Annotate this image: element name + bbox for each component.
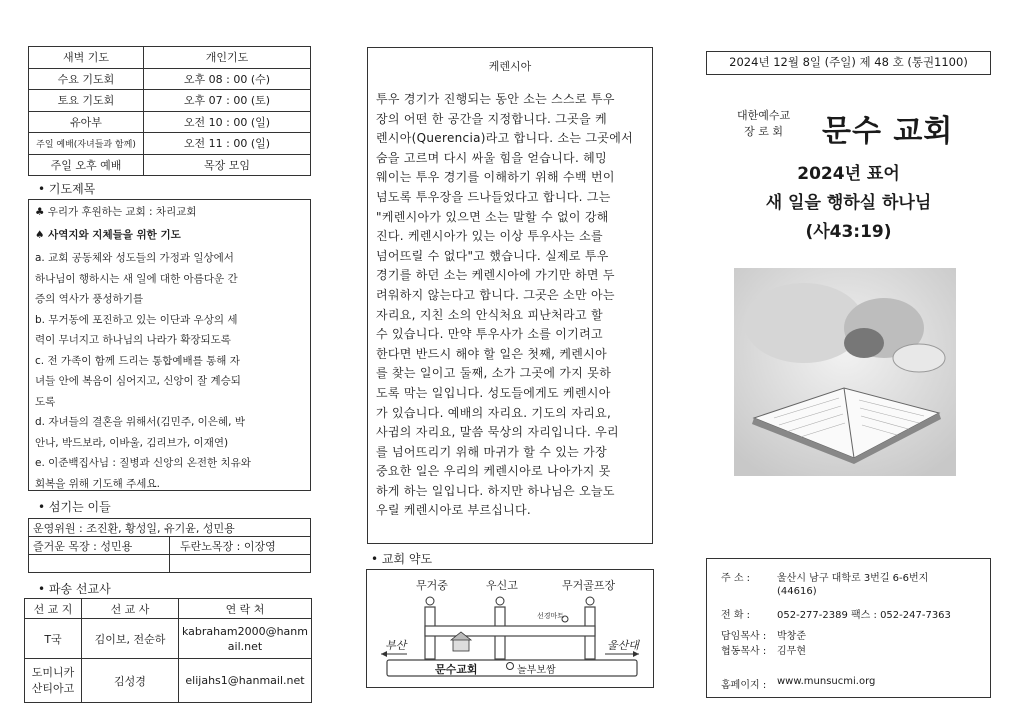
article-box	[367, 47, 653, 544]
prayer-line: 회복을 위해 기도해 주세요.	[35, 477, 160, 490]
article-line: "케렌시아가 있으면 소는 말할 수 없이 강해	[376, 209, 609, 224]
schedule-service: 새벽 기도	[29, 47, 144, 69]
article-line: 를 넘어뜨리기 위해 마귀가 할 수 있는 가장	[376, 444, 607, 459]
mission-contact: elijahs1@hanmail.net	[179, 659, 312, 703]
schedule-row	[29, 47, 311, 69]
homepage-label: 홈페이지 :	[721, 680, 767, 691]
prayer-heading: • 기도제목	[38, 182, 96, 196]
schedule-row	[29, 133, 311, 155]
pastor: 박창준	[777, 631, 806, 642]
map-label-mugeojung: 무거중	[416, 579, 448, 592]
prayer-line: 도록	[35, 395, 56, 408]
phone: 052-277-2389 팩스 : 052-247-7363	[777, 610, 951, 621]
phone-label: 전 화 :	[721, 610, 751, 621]
schedule-service: 주일 예배(자녀들과 함께)	[29, 133, 144, 155]
article-line: 하게 하는 일입니다. 하지만 하나님은 오늘도	[376, 483, 615, 498]
schedule-service: 토요 기도회	[29, 90, 144, 112]
motto: 2024년 표어 새 일을 행하실 하나님 (사43:19)	[765, 164, 932, 242]
prayer-line: a. 교회 공동체와 성도들의 가정과 일상에서	[35, 252, 234, 264]
schedule-row	[29, 90, 311, 112]
article-line: 렌시아(Querencia)라고 합니다. 소는 그곳에서	[376, 131, 633, 146]
article-line: 투우 경기가 진행되는 동안 소는 스스로 투우	[376, 92, 615, 106]
article-line: 를 찾는 일이고 둘째, 소가 그곳에 가지 못하	[376, 366, 612, 381]
copastor: 김무현	[777, 646, 806, 657]
address: 울산시 남구 대학로 3번길 6-6번지	[777, 573, 929, 584]
mission-header-place: 선 교 지	[25, 599, 82, 619]
pastor-label: 담임목사 :	[721, 631, 767, 642]
article-line: 도록 막는 일입니다. 성도들에게도 케렌시아	[376, 385, 611, 400]
article-line: 숨을 고르며 다시 싸울 힘을 얻습니다. 헤밍	[376, 150, 607, 165]
map-label-ssam: 놀부보쌈	[517, 665, 556, 676]
map-label-church: 문수교회	[435, 663, 478, 676]
prayer-line: e. 이준백집사님 : 질병과 신앙의 온전한 치유와	[35, 457, 251, 469]
schedule-service: 주일 오후 예배	[29, 154, 144, 176]
article-line: 자리요, 지친 소의 안식처요 피난처라고 할	[376, 307, 603, 322]
homepage-link[interactable]: www.munsucmi.org	[777, 676, 876, 687]
article-line: 웨이는 투우 경기를 이해하기 위해 수백 번이	[376, 170, 615, 185]
service-schedule-table	[28, 46, 311, 176]
article-line: 넘어뜨릴 수 없다"고 했습니다. 실제로 투우	[376, 248, 609, 263]
article-body	[376, 90, 644, 521]
contact-box	[706, 558, 991, 698]
prayer-line: c. 전 가족이 함께 드리는 통합예배를 통해 자	[35, 354, 240, 367]
mission-header-contact: 연 락 처	[179, 599, 312, 619]
mission-name: 김이보, 전순하	[82, 619, 179, 659]
schedule-time: 오전 11 : 00 (일)	[144, 133, 311, 155]
servers-table	[28, 518, 311, 573]
article-line: 사귐의 자리요, 말씀 묵상의 자리입니다. 우리	[376, 425, 619, 440]
prayer-box	[28, 199, 311, 491]
mission-contact: kabraham2000@hanm ail.net	[179, 619, 312, 659]
copastor-label: 협동목사 :	[721, 646, 767, 657]
committee: 운영위원 : 조진환, 황성일, 유기윤, 성민용	[29, 519, 311, 537]
schedule-time: 오전 10 : 00 (일)	[144, 111, 311, 133]
schedule-time: 목장 모임	[144, 154, 311, 176]
article-line: 려워하지 않는다고 합니다. 그곳은 소만 아는	[376, 287, 615, 302]
denomination: 대한예수교 장 로 회	[737, 109, 791, 138]
schedule-service: 수요 기도회	[29, 68, 144, 90]
article-line: 넘도록 투우장을 드나들었다고 합니다. 그는	[376, 189, 611, 204]
article-line: 한다면 반드시 해야 할 일은 첫째, 케렌시아	[376, 346, 607, 361]
schedule-row	[29, 154, 311, 176]
prayer-subheading: ♠ 사역지와 지체들을 위한 기도	[35, 229, 181, 241]
article-line: 가 있습니다. 예배의 자리요. 기도의 자리요,	[376, 405, 612, 420]
map-label-mart: 선경마트	[537, 612, 565, 620]
servers-heading: • 섬기는 이들	[38, 500, 111, 514]
article-title: 케렌시아	[488, 60, 532, 73]
church-name: 문수 교회	[822, 114, 954, 149]
prayer-line: 력이 무너지고 하나님의 나라가 확장되도록	[35, 334, 231, 346]
schedule-service: 유아부	[29, 111, 144, 133]
prayer-list	[35, 248, 304, 494]
map-label-golf: 무거골프장	[562, 579, 616, 592]
map-heading: • 교회 약도	[371, 552, 433, 566]
bible-image	[734, 268, 956, 476]
missions-heading: • 파송 선교사	[38, 582, 111, 596]
article-line: 진다. 케렌시아가 있는 이상 투우사는 소를	[376, 229, 603, 244]
article-line: 중요한 일은 우리의 케렌시아로 나아가지 못	[376, 464, 611, 479]
map-label-ulsan: 울산대	[607, 639, 639, 652]
map-label-usingo: 우신고	[486, 579, 518, 592]
prayer-line: 하나님이 행하시는 새 일에 대한 아름다운 간	[35, 272, 238, 285]
prayer-line: 녀들 안에 복음이 심어지고, 신앙이 잘 계승되	[35, 375, 241, 387]
article-line: 우릴 케렌시아로 부르십니다.	[376, 503, 532, 518]
address-label: 주 소 :	[721, 573, 751, 584]
schedule-time: 오후 07 : 00 (토)	[144, 90, 311, 112]
missions-table	[24, 598, 312, 703]
leader-1: 즐거운 목장 : 성민용	[29, 537, 170, 555]
schedule-row	[29, 68, 311, 90]
mission-place: T국	[25, 619, 82, 659]
article-line: 장의 어떤 한 공간을 지정합니다. 그곳을 케	[376, 111, 607, 126]
schedule-time: 오후 08 : 00 (수)	[144, 68, 311, 90]
issue-banner: 2024년 12월 8일 (주일) 제 48 호 (통권1100)	[706, 51, 991, 75]
leader-2: 두란노목장 : 이장영	[170, 537, 311, 555]
map-label-busan: 부산	[385, 639, 407, 652]
mission-header-name: 선 교 사	[82, 599, 179, 619]
schedule-time: 개인기도	[144, 47, 311, 69]
article-line: 경기를 하던 소는 케렌시아에 가기만 하면 두	[376, 268, 615, 283]
prayer-line: 안나, 박드보라, 이바울, 김리브가, 이재연)	[35, 436, 229, 449]
prayer-line: d. 자녀들의 결혼을 위해서(김민주, 이은혜, 박	[35, 416, 245, 428]
church-map	[366, 569, 654, 688]
prayer-line: 증의 역사가 풍성하기를	[35, 293, 144, 305]
mission-place: 도미니카 산티아고	[25, 659, 82, 703]
zip-code: (44616)	[777, 586, 817, 597]
schedule-row	[29, 111, 311, 133]
supported-church: ♣ 우리가 후원하는 교회 : 차리교회	[35, 206, 197, 218]
article-line: 수 있습니다. 만약 투우사가 소를 이기려고	[376, 327, 603, 342]
prayer-line: b. 무거동에 포진하고 있는 이단과 우상의 세	[35, 313, 238, 326]
mission-name: 김성경	[82, 659, 179, 703]
